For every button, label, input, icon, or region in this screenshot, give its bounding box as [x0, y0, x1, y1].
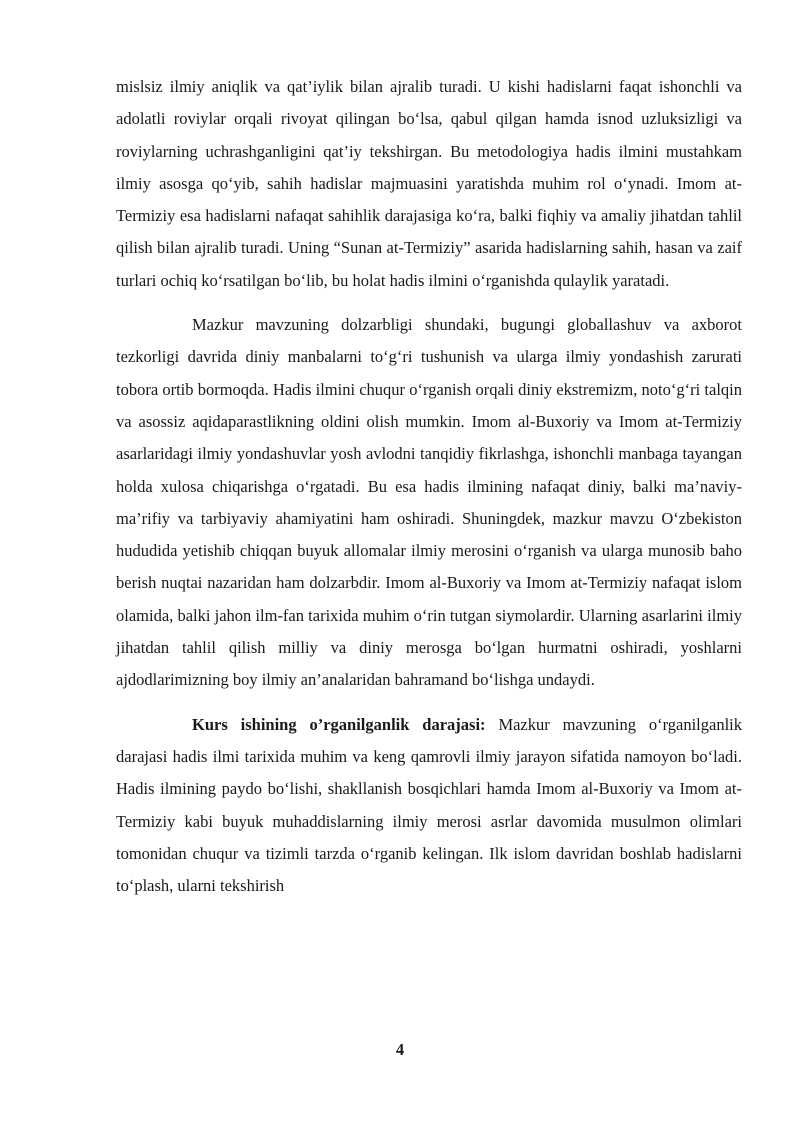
- paragraph-topic-relevance: [116, 309, 742, 697]
- page-number: 4: [395, 1040, 405, 1059]
- paragraph-text: mislsiz ilmiy aniqlik va qat’iylik bilan ajralib turadi. U kishi hadislarni faqat ishonchli va adolatli roviylar orqali rivoyat qilingan bo‘lsa, qabul qilgan hamda isnod uzluksizligi va roviylarning uchrashganligini qat’iy tekshirgan. Bu metodologiya hadis ilmini mustahkam ilmiy asosga qo‘yib, sahih hadislar majmuasini yaratishda muhim rol o‘ynadi. Imom at-Termiziy esa hadislarni nafaqat sahihlik darajasiga ko‘ra, balki fiqhiy va amaliy jihatdan tahlil qilish bilan ajralib turadi. Uning “Sunan at-Termiziy” asarida hadislarning sahih, hasan va zaif turlari ochiq ko‘rsatilgan bo‘lib, bu holat hadis ilmini o‘rganishda qulaylik yaratadi.: [116, 77, 742, 290]
- paragraph-text: Mazkur mavzuning dolzarbligi shundaki, bugungi globallashuv va axborot tezkorligi davrida diniy manbalarni to‘g‘ri tushunish va ularga ilmiy yondashish zarurati tobora ortib bormoqda. Hadis ilmini chuqur o‘rganish orqali diniy ekstremizm, noto‘g‘ri talqin va asossiz aqidaparastlikning oldini olish mumkin. Imom al-Buxoriy va Imom at-Termiziy asarlaridagi ilmiy yondashuvlar yosh avlodni tanqidiy fikrlashga, ishonchli manbaga tayangan holda xulosa chiqarishga o‘rgatadi. Bu esa hadis ilmining nafaqat diniy, balki ma’naviy-ma’rifiy va tarbiyaviy ahamiyatini ham oshiradi. Shuningdek, mazkur mavzu O‘zbekiston hududida yetishib chiqqan buyuk allomalar ilmiy merosini o‘rganish va ularga munosib baho berish nuqtai nazaridan ham dolzarbdir. Imom al-Buxoriy va Imom at-Termiziy nafaqat islom olamida, balki jahon ilm-fan tarixida muhim o‘rin tutgan siymolardir. Ularning asarlarini ilmiy jihatdan tahlil qilish milliy va diniy merosga bo‘lgan hurmatni oshiradi, yoshlarni ajdodlarimizning boy ilmiy an’analaridan bahramand bo‘lishga undaydi.: [116, 315, 742, 690]
- document-page: [116, 71, 742, 902]
- section-heading: Kurs ishining o’rganilganlik darajasi:: [192, 714, 486, 734]
- paragraph-text: Mazkur mavzuning o‘rganilganlik darajasi hadis ilmi tarixida muhim va keng qamrovli ilmiy jarayon sifatida namoyon bo‘ladi. Hadis ilmining paydo bo‘lishi, shakllanish bosqichlari hamda Imom al-Buxoriy va Imom at-Termiziy kabi buyuk muhaddislarning ilmiy merosi asrlar davomida musulmon olimlari tomonidan chuqur va tizimli tarzda o‘rganib kelingan. Ilk islom davridan boshlab hadislarni to‘plash, ularni tekshirish: [116, 714, 743, 896]
- paragraph-hadith-methodology: [116, 71, 742, 297]
- paragraph-study-level: [116, 709, 742, 903]
